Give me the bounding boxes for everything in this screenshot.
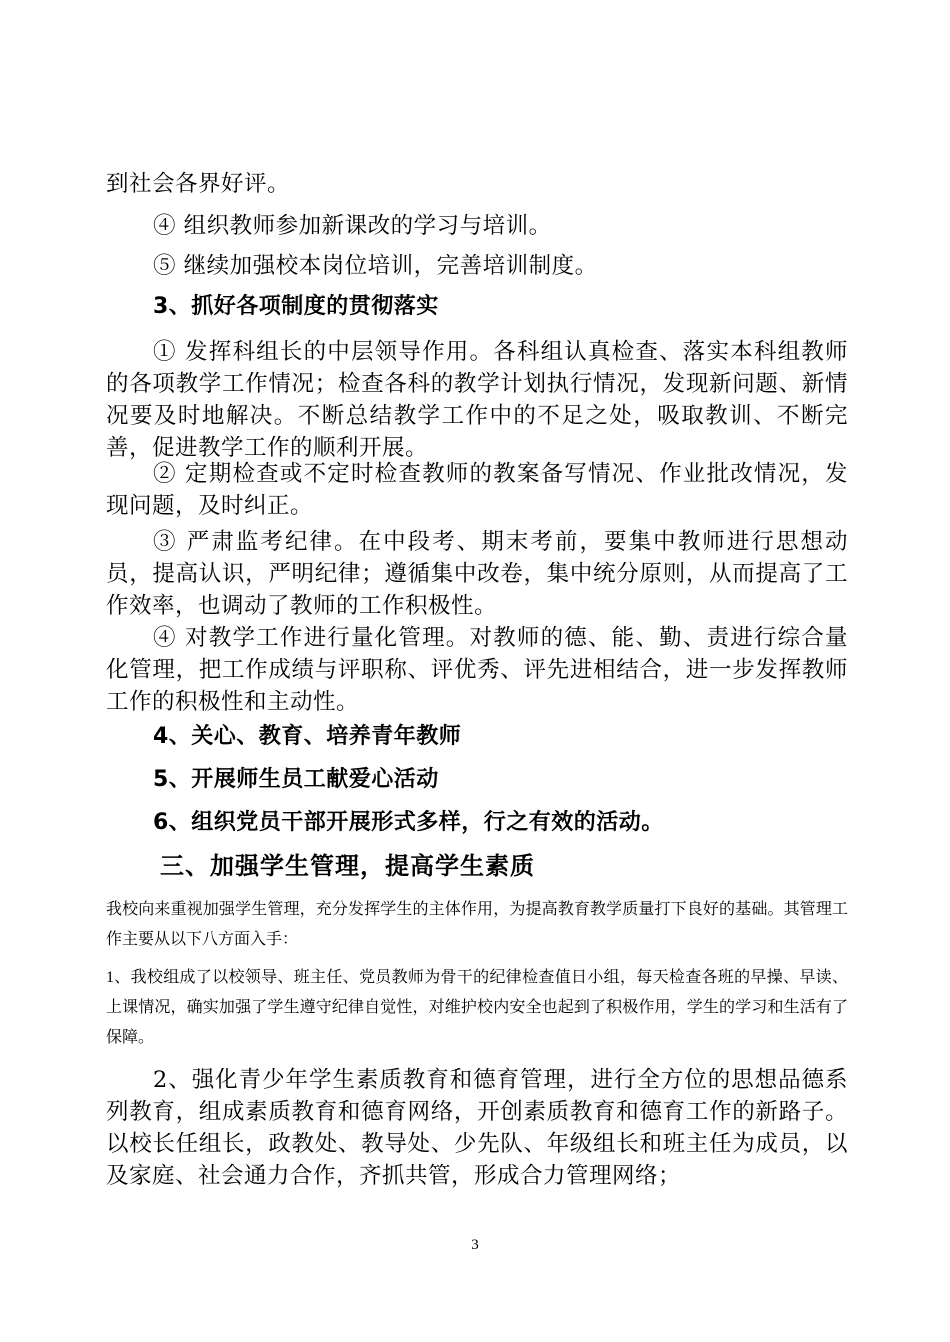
paragraph-item-3: ③ 严肃监考纪律。在中段考、期末考前，要集中教师进行思想动员，提高认识，严明纪律；遵循集中改卷，集中统分原则，从而提高了工作效率，也调动了教师的工作积极性。	[106, 529, 848, 619]
paragraph-intro: 我校向来重视加强学生管理，充分发挥学生的主体作用，为提高教育教学质量打下良好的基础。其管理工作主要从以下八方面入手：	[106, 901, 848, 948]
paragraph-continuation: 到社会各界好评。	[106, 171, 291, 197]
section-heading-5: 5、开展师生员工献爱心活动	[153, 767, 439, 792]
paragraph-item-1: ① 发挥科组长的中层领导作用。各科组认真检查、落实本科组教师的各项教学工作情况；检查各科的教学计划执行情况，发现新问题、新情况要及时地解决。不断总结教学工作中的不足之处，吸取教训、不断完善，促进教学工作的顺利开展。	[106, 339, 848, 461]
page-number: 3	[471, 1237, 479, 1253]
paragraph-item-5: ⑤ 继续加强校本岗位培训，完善培训制度。	[153, 253, 598, 279]
paragraph-item-2: ② 定期检查或不定时检查教师的教案备写情况、作业批改情况，发现问题，及时纠正。	[106, 461, 848, 519]
section-heading-4: 4、关心、教育、培养青年教师	[153, 724, 462, 749]
paragraph-item-4: ④ 组织教师参加新课改的学习与培训。	[153, 213, 552, 239]
paragraph-point-1: 1、我校组成了以校领导、班主任、党员教师为骨干的纪律检查值日小组，每天检查各班的早操、早读、上课情况，确实加强了学生遵守纪律自觉性，对维护校内安全也起到了积极作用，学生的学习和生活有了保障。	[106, 969, 848, 1046]
section-heading-3: 3、抓好各项制度的贯彻落实	[153, 294, 439, 319]
paragraph-point-2: 2、强化青少年学生素质教育和德育管理，进行全方位的思想品德系列教育，组成素质教育和德育网络，开创素质教育和德育工作的新路子。以校长任组长，政教处、教导处、少先队、年级组长和班主任为成员，以及家庭、社会通力合作，齐抓共管，形成合力管理网络；	[106, 1067, 848, 1189]
section-heading-6: 6、组织党员干部开展形式多样，行之有效的活动。	[153, 810, 664, 835]
paragraph-item-4b: ④ 对教学工作进行量化管理。对教师的德、能、勤、责进行综合量化管理，把工作成绩与评职称、评优秀、评先进相结合，进一步发挥教师工作的积极性和主动性。	[106, 625, 848, 715]
chapter-heading-3: 三、加强学生管理，提高学生素质	[160, 852, 535, 880]
